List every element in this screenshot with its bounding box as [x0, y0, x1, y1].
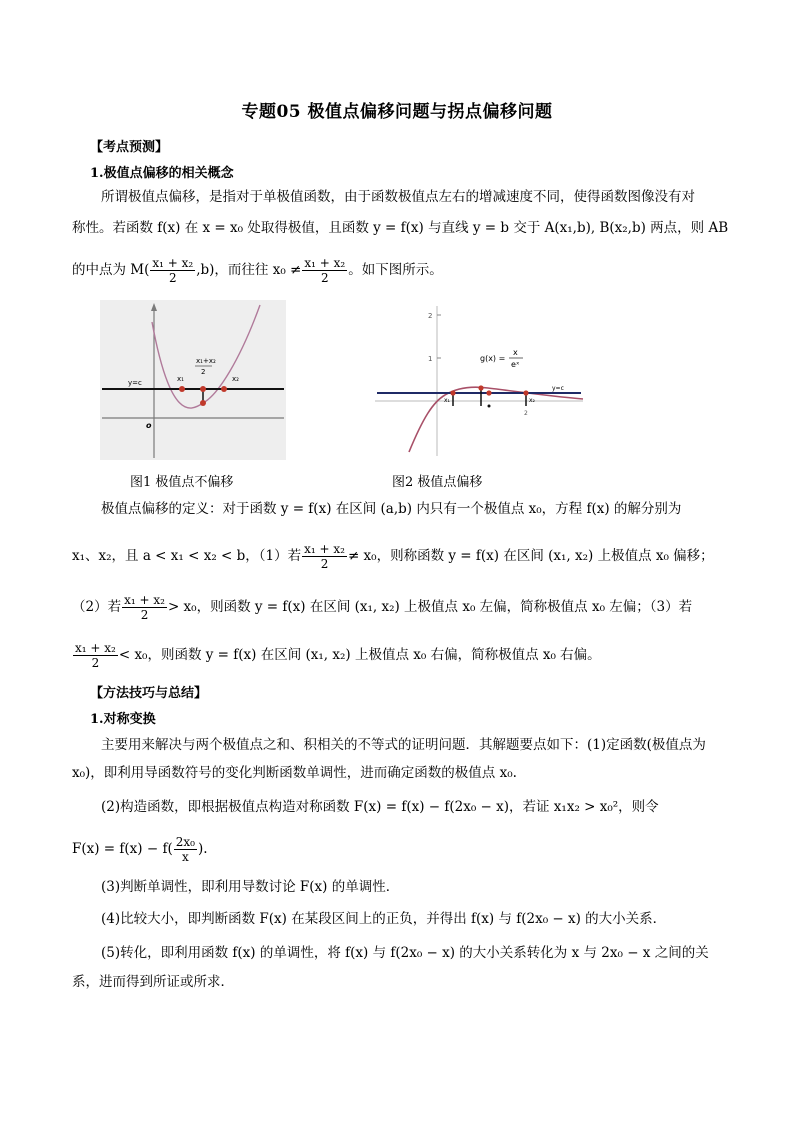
definition-line: $\frac{\text{x₁ + x₂}}{2}$ < x₀，则函数 y = f(x) 在区间 (x₁, x₂) 上极值点 x₀ 右偏，简称极值点 x₀ 右偏。 — [75, 641, 601, 670]
fraction-1: $\frac{\text{x₁ + x₂}}{2}$ — [304, 542, 345, 571]
method-line: (4)比较大小，即判断函数 F(x) 在某段区间上的正负，并得出 f(x) 与 f(2x₀ − x) 的大小关系． — [101, 911, 667, 927]
method-line: 主要用来解决与两个极值点之和、积相关的不等式的证明问题．其解题要点如下：(1)定函数(极值点为 — [101, 737, 706, 753]
label-x2: x₂ — [232, 375, 239, 383]
point-x2 — [523, 390, 528, 395]
label-origin: o — [146, 421, 152, 430]
page-title: 专题05 极值点偏移问题与拐点偏移问题 — [241, 102, 553, 122]
method-line: (3)判断单调性，即利用导数讨论 F(x) 的单调性． — [101, 879, 400, 895]
definition-line: 极值点偏移的定义：对于函数 y = f(x) 在区间 (a,b) 内只有一个极值点 x₀，方程 f(x) 的解分别为 — [101, 501, 682, 517]
point-x2 — [221, 386, 227, 392]
fraction-midpoint: $\frac{\text{x₁ + x₂}}{2}$ — [152, 256, 194, 285]
label-mid-den: 2 — [201, 368, 206, 376]
paragraph-line: 称性。若函数 f(x) 在 x = x₀ 处取得极值，且函数 y = f(x) 与直线 y = b 交于 A(x₁,b), B(x₂,b) 两点，则 AB — [72, 220, 729, 236]
tick-x-2: 2 — [524, 410, 528, 417]
label-x2: x₂ — [529, 397, 535, 404]
point-mid — [200, 386, 206, 392]
figure-1-graph — [100, 300, 286, 460]
func-label: g(x) = — [480, 354, 506, 363]
method-line: x₀)，即利用导函数符号的变化判断函数单调性，进而确定函数的极值点 x₀. — [72, 765, 517, 781]
definition-line: x₁、x₂，且 a < x₁ < x₂ < b，（1）若 $\frac{\text{x₁ + x₂}}{2}$ ≠ x₀，则称函数 y = f(x) 在区间 (x₁, x₂) 上极值点 x₀ 偏移； — [72, 542, 714, 571]
section-label-forecast: 【考点预测】 — [90, 140, 169, 155]
tick-1: 1 — [428, 355, 433, 363]
point-x1 — [450, 390, 455, 395]
func-num: x — [513, 348, 518, 357]
label-mid-num: x₁+x₂ — [196, 357, 216, 365]
label-y-c: y=c — [128, 379, 142, 387]
paragraph-line: 所谓极值点偏移，是指对于单极值函数，由于函数极值点左右的增减速度不同，使得函数图像没有对 — [101, 189, 695, 205]
definition-line: （2）若 $\frac{\text{x₁ + x₂}}{2}$ > x₀，则函数 y = f(x) 在区间 (x₁, x₂) 上极值点 x₀ 左偏，简称极值点 x₀ 左偏；（3）若 — [72, 593, 693, 622]
paragraph-line: 的中点为 M( $\frac{\text{x₁ + x₂}}{2}$ ,b)，而往往 x₀ ≠ $\frac{\text{x₁ + x₂}}{2}$ 。如下图所示。 — [72, 256, 443, 285]
label-y-c: y=c — [552, 385, 564, 392]
point-mid — [486, 390, 491, 395]
point-vertex — [200, 400, 206, 406]
fraction-2: $\frac{\text{x₁ + x₂}}{2}$ — [124, 593, 165, 622]
curve-g-x — [409, 387, 583, 452]
section-label-method: 【方法技巧与总结】 — [90, 686, 208, 701]
point-extremum — [478, 385, 483, 390]
dot-mid-axis — [488, 405, 491, 408]
method-line: (2)构造函数，即根据极值点构造对称函数 F(x) = f(x) − f(2x₀ − x)，若证 x₁x₂ > x₀²，则令 — [101, 799, 659, 815]
func-den: eˣ — [511, 360, 520, 369]
label-x1: x₁ — [444, 397, 450, 404]
label-x1: x₁ — [177, 375, 184, 383]
figure-2-graph — [373, 298, 585, 458]
point-x1 — [179, 386, 185, 392]
figure-2-caption: 图2 极值点偏移 — [392, 475, 483, 490]
fraction-2x0-over-x: $\frac{\text{2x₀}}{x}$ — [175, 835, 195, 864]
section-heading-concept: 1.极值点偏移的相关概念 — [90, 166, 234, 181]
method-line: (5)转化，即利用函数 f(x) 的单调性，将 f(x) 与 f(2x₀ − x) 的大小关系转化为 x 与 2x₀ − x 之间的关 — [101, 945, 709, 961]
section-heading-symmetry: 1.对称变换 — [90, 712, 156, 727]
fraction-3: $\frac{\text{x₁ + x₂}}{2}$ — [75, 641, 116, 670]
figure-1-caption: 图1 极值点不偏移 — [130, 475, 234, 490]
fraction-midpoint-2: $\frac{\text{x₁ + x₂}}{2}$ — [304, 256, 346, 285]
tick-2: 2 — [428, 312, 433, 320]
method-line: 系，进而得到所证或所求． — [72, 974, 234, 990]
method-line: F(x) = f(x) − f( $\frac{\text{2x₀}}{x}$ ). — [72, 835, 208, 864]
